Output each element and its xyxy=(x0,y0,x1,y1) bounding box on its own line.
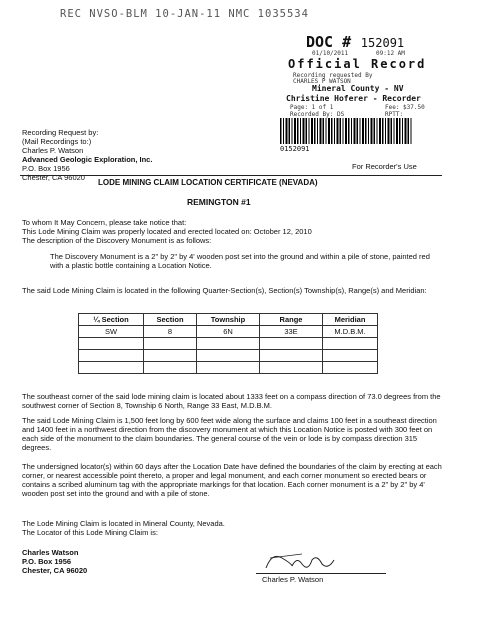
for-recorders-use: For Recorder's Use xyxy=(352,162,417,171)
county-name: Mineral County - NV xyxy=(312,84,404,93)
locator-city: Chester, CA 96020 xyxy=(22,566,88,575)
rptt: RPTT: xyxy=(385,111,404,118)
table-row xyxy=(79,362,378,374)
record-date: 01/10/2011 xyxy=(312,50,349,57)
page-count: Page: 1 of 1 xyxy=(290,104,334,111)
doc-header xyxy=(306,32,404,51)
table-header: Section xyxy=(144,314,197,326)
locator-label: The Locator of this Lode Mining Claim is: xyxy=(22,528,158,537)
locator-address xyxy=(22,548,87,575)
table-row xyxy=(79,338,378,350)
request-line: Charles P. Watson xyxy=(22,146,84,155)
location-table xyxy=(78,313,378,374)
locators-paragraph: The undersigned locator(s) within 60 days after the Location Date have defined the boundaries of the claim by erecting at each corner, or nearest accessible point thereto, a proper and legal monument, and each corner monument so erected bears or contains a scribed aluminum tag with the appropriate markings for that location. Each corner monument is a 2" by 2" by 4' wooden post set into the ground and with a pile of stone. xyxy=(22,462,442,498)
claim-name: REMINGTON #1 xyxy=(187,197,251,207)
monument-description: The Discovery Monument is a 2" by 2" by 4' wooden post set into the ground and within a pile of stone, painted red with a plastic bottle containing a Location Notice. xyxy=(50,252,430,270)
official-record: Official Record xyxy=(288,57,427,71)
recorded-by: Recorded By: DS xyxy=(290,111,345,118)
recording-stamp: REC NVSO-BLM 10-JAN-11 NMC 1035534 xyxy=(60,8,309,20)
size-paragraph: The said Lode Mining Claim is 1,500 feet long by 600 feet wide along the surface and claims 100 feet in a southeast direction and 1400 feet in a northwest direction from the discovery monument at which this Location Notice is posted with 300 feet on each side of the monument to the claim boundaries. The general course of the vein or lode is by compass direction 315 degrees. xyxy=(22,416,437,452)
divider xyxy=(20,175,442,176)
table-cell: SW xyxy=(79,326,144,338)
barcode-number: 0152091 xyxy=(280,145,310,153)
recording-request xyxy=(22,128,152,182)
requested-by-label: Recording requested By xyxy=(293,72,373,79)
table-header: ¼ Section xyxy=(79,314,144,326)
intro-line: To whom It May Concern, please take notice that: xyxy=(22,218,187,227)
intro xyxy=(22,218,312,245)
located-in: The said Lode Mining Claim is located in the following Quarter-Section(s), Section(s) Township(s), Range(s) and Meridian: xyxy=(22,286,427,295)
request-line: Advanced Geologic Exploration, Inc. xyxy=(22,155,153,164)
requested-by: CHARLES P WATSON xyxy=(293,78,351,85)
barcode-icon xyxy=(280,118,412,144)
table-cell: 8 xyxy=(144,326,197,338)
table-header: Meridian xyxy=(323,314,378,326)
table-row xyxy=(79,326,378,338)
table-header: Township xyxy=(197,314,260,326)
record-time: 09:12 AM xyxy=(376,50,405,57)
fee: Fee: $37.50 xyxy=(385,104,425,111)
request-line: Recording Request by: xyxy=(22,128,99,137)
locator-box: P.O. Box 1956 xyxy=(22,557,72,566)
request-line: Chester, CA 96020 xyxy=(22,173,85,182)
doc-number: 152091 xyxy=(360,36,405,50)
intro-line: The description of the Discovery Monument is as follows: xyxy=(22,236,212,245)
signature-line xyxy=(256,573,386,574)
corner-paragraph: The southeast corner of the said lode mining claim is located about 1333 feet on a compass direction of 73.0 degrees from the southwest corner of Section 8, Township 6 North, Range 33 East, M.D.B.M. xyxy=(22,392,441,410)
table-cell: M.D.B.M. xyxy=(323,326,378,338)
table-row xyxy=(79,350,378,362)
intro-line: This Lode Mining Claim was properly located and erected located on: October 12, 2010 xyxy=(22,227,312,236)
locator-name: Charles Watson xyxy=(22,548,79,557)
doc-label: DOC # xyxy=(306,33,352,51)
table-cell: 33E xyxy=(260,326,323,338)
request-line: P.O. Box 1956 xyxy=(22,164,70,173)
recorder-name: Christine Hoferer - Recorder xyxy=(286,94,421,103)
table-header-row xyxy=(79,314,378,326)
certificate-title: LODE MINING CLAIM LOCATION CERTIFICATE (NEVADA) xyxy=(98,178,318,187)
table-cell: 6N xyxy=(197,326,260,338)
table-header: Range xyxy=(260,314,323,326)
located-county: The Lode Mining Claim is located in Mineral County, Nevada. xyxy=(22,519,225,528)
signature-name: Charles P. Watson xyxy=(262,575,324,584)
request-line: (Mail Recordings to:) xyxy=(22,137,92,146)
